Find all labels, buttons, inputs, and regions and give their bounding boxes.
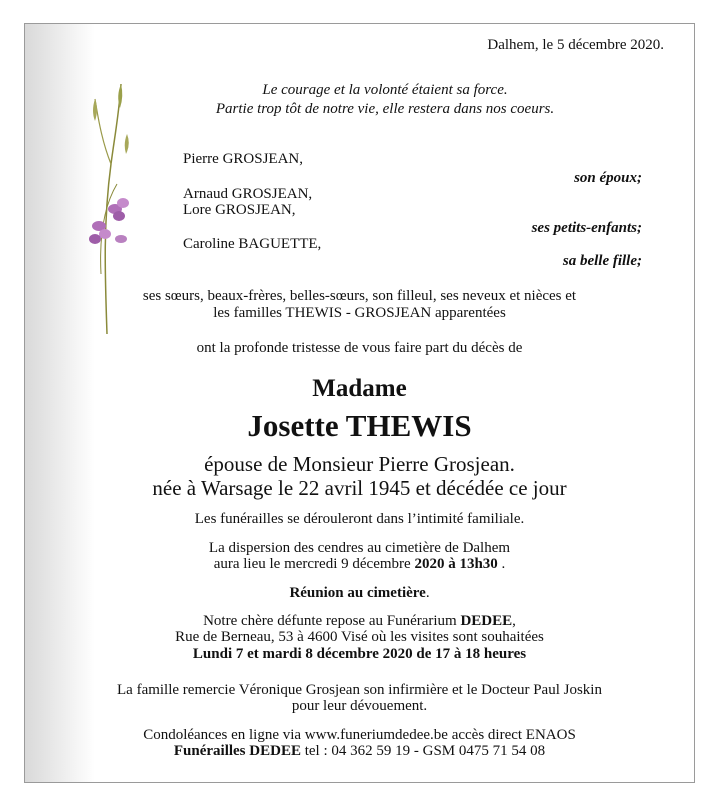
funeral-intimacy: Les funérailles se dérouleront dans l’intimité familiale.: [194, 511, 525, 527]
meeting-line: [25, 585, 694, 602]
extended-family-line-2: les familles THEWIS - GROSJEAN apparentées: [213, 305, 506, 321]
dispersion-line-2: [25, 556, 694, 573]
obituary-card: [24, 23, 695, 783]
thanks-line-2: pour leur dévouement.: [291, 698, 428, 714]
family-name-caroline: Caroline BAGUETTE,: [183, 236, 322, 252]
letter-date: Dalhem, le 5 décembre 2020.: [487, 37, 664, 53]
family-name-arnaud: Arnaud GROSJEAN,: [183, 186, 313, 202]
deceased-spouse-line: épouse de Monsieur Pierre Grosjean.: [204, 452, 515, 476]
deceased-title: Madame: [312, 375, 407, 402]
rest-line-1: [25, 613, 694, 630]
meeting-text: Réunion au cimetière: [289, 585, 426, 601]
quote-line-1: Le courage et la volonté étaient sa force.: [262, 82, 508, 98]
extended-family-line-1: ses sœurs, beaux-frères, belles-sœurs, son filleul, ses neveux et nièces et: [142, 288, 577, 304]
rest-line-2: Rue de Berneau, 53 à 4600 Visé où les visites sont souhaitées: [175, 629, 544, 645]
dispersion-time: 2020 à 13h30: [414, 556, 498, 572]
deceased-name: Josette THEWIS: [247, 408, 472, 443]
condolences-line: Condoléances en ligne via www.funeriumdedee.be accès direct ENAOS: [143, 727, 576, 743]
family-name-lore: Lore GROSJEAN,: [183, 202, 296, 218]
rest-suffix: ,: [512, 613, 516, 629]
contact-details: tel : 04 362 59 19 - GSM 0475 71 54 08: [300, 743, 546, 759]
rest-prefix: Notre chère défunte repose au Funérarium: [203, 613, 461, 629]
rest-visit-hours: Lundi 7 et mardi 8 décembre 2020 de 17 à 18 heures: [192, 646, 527, 662]
relation-daughter-in-law: sa belle fille;: [562, 253, 642, 269]
dispersion-line-1: La dispersion des cendres au cimetière de Dalhem: [208, 540, 511, 556]
dispersion-suffix: .: [497, 556, 506, 572]
quote-line-2: Partie trop tôt de notre vie, elle restera dans nos coeurs.: [215, 101, 555, 117]
relation-grandchildren: ses petits-enfants;: [531, 220, 642, 236]
funeral-home-name: Funérailles DEDEE: [173, 743, 301, 759]
contact-line: [25, 743, 694, 760]
rest-funeral-home: DEDEE: [460, 613, 513, 629]
dispersion-prefix: aura lieu le mercredi 9 décembre: [213, 556, 415, 572]
thanks-line-1: La famille remercie Véronique Grosjean son infirmière et le Docteur Paul Joskin: [117, 682, 602, 698]
announcement-text: ont la profonde tristesse de vous faire part du décès de: [196, 340, 523, 356]
meeting-suffix: .: [425, 585, 430, 601]
family-name-pierre: Pierre GROSJEAN,: [183, 151, 303, 167]
deceased-birth-death: née à Warsage le 22 avril 1945 et décédée ce jour: [152, 476, 567, 500]
relation-spouse: son époux;: [574, 170, 642, 186]
